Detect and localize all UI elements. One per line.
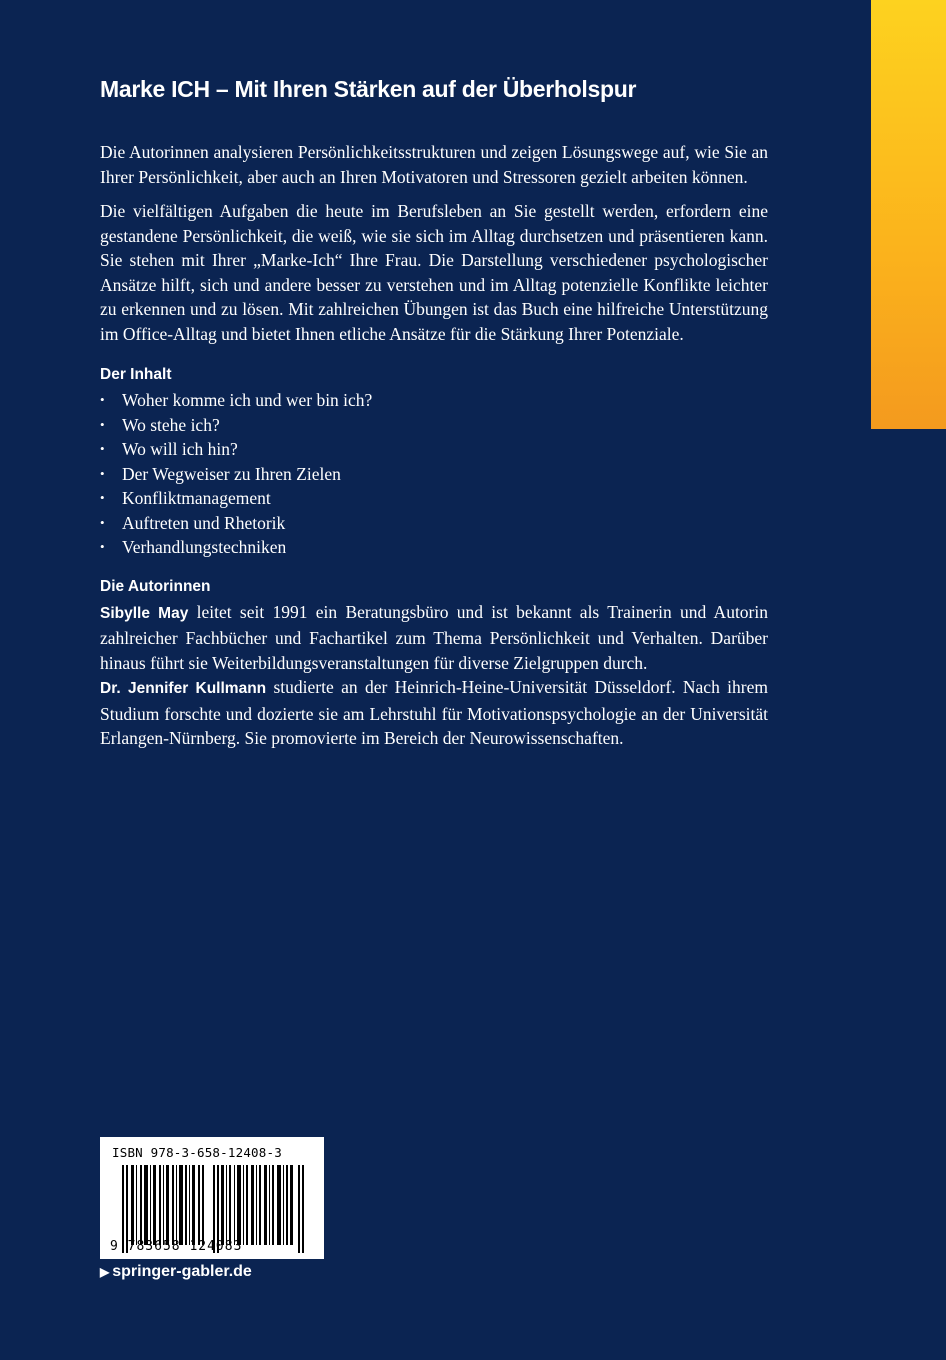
publisher-website[interactable] (100, 1263, 252, 1281)
intro-paragraph: Die Autorinnen analysieren Persönlichkeitsstrukturen und zeigen Lösungswege auf, wie Sie an Ihrer Persönlichkeit, aber auch an Ihren Motivatoren und Stressoren gezielt arbeiten können. (100, 142, 768, 187)
book-title: Marke ICH – Mit Ihren Stärken auf der Überholspur (100, 76, 637, 102)
authors-paragraph (100, 600, 768, 751)
list-item: • Verhandlungstechniken (100, 535, 768, 560)
list-item: • Der Wegweiser zu Ihren Zielen (100, 462, 768, 487)
author-bio: studierte an der Heinrich-Heine-Universität Düsseldorf. Nach ihrem Studium forschte und dozierte sie am Lehrstuhl für Motivationspsychologie an der Universität Erlangen-Nürnberg. Sie promovierte im Bereich der Neurowissenschaften. (100, 677, 768, 748)
bullet-icon: • (100, 416, 105, 432)
author-bio: leitet seit 1991 ein Beratungsbüro und ist bekannt als Trainerin und Autorin zahlreicher Fachbücher und Fachartikel zum Thema Persönlichkeit und Verhalten. Darüber hinaus führt sie Weiterbildungsveranstaltungen für diverse Zielgruppen durch. (100, 601, 768, 673)
bullet-icon: • (100, 514, 105, 530)
website-url[interactable]: springer-gabler.de (112, 1263, 252, 1280)
back-cover-content (100, 72, 768, 751)
author-name: Sibylle May (100, 604, 189, 622)
authors-heading: Die Autorinnen (100, 577, 211, 595)
isbn-barcode (100, 1137, 324, 1259)
bullet-icon: • (100, 539, 105, 554)
bullet-icon: • (100, 392, 105, 407)
list-item: • Wo will ich hin? (100, 437, 768, 462)
list-item: • Konfliktmanagement (100, 486, 768, 511)
bullet-icon: • (100, 490, 105, 505)
contents-list (100, 388, 768, 560)
contents-heading: Der Inhalt (100, 366, 172, 383)
author-name: Dr. Jennifer Kullmann (100, 680, 267, 697)
list-item: • Woher komme ich und wer bin ich? (100, 388, 768, 413)
list-item: • Wo stehe ich? (100, 413, 768, 438)
accent-bar (871, 0, 946, 429)
isbn-label: ISBN 978-3-658-12408-3 (112, 1145, 282, 1160)
arrow-right-icon: ▶ (100, 1265, 110, 1279)
bullet-icon: • (100, 441, 105, 456)
description-paragraph: Die vielfältigen Aufgaben die heute im Berufsleben an Sie gestellt werden, erfordern eine gestandene Persönlichkeit, die weiß, wie sie sich im Alltag durchsetzen und präsentieren kann. Sie stehen mit Ihrer „Marke-Ich“ Ihre Frau. Die Darstellung verschiedener psychologischer Ansätze hilft, sich und andere besser zu verstehen und im Alltag potenzielle Konflikte leichter zu erkennen und zu lösen. Mit zahlreichen Übungen ist das Buch eine hilfreiche Unterstützung im Office-Alltag und bietet Ihnen etliche Ansätze für die Stärkung Ihrer Potenziale. (100, 201, 768, 344)
barcode-digits: 9 783658 124083 (110, 1239, 243, 1254)
bullet-icon: • (100, 465, 105, 481)
list-item: • Auftreten und Rhetorik (100, 511, 768, 536)
